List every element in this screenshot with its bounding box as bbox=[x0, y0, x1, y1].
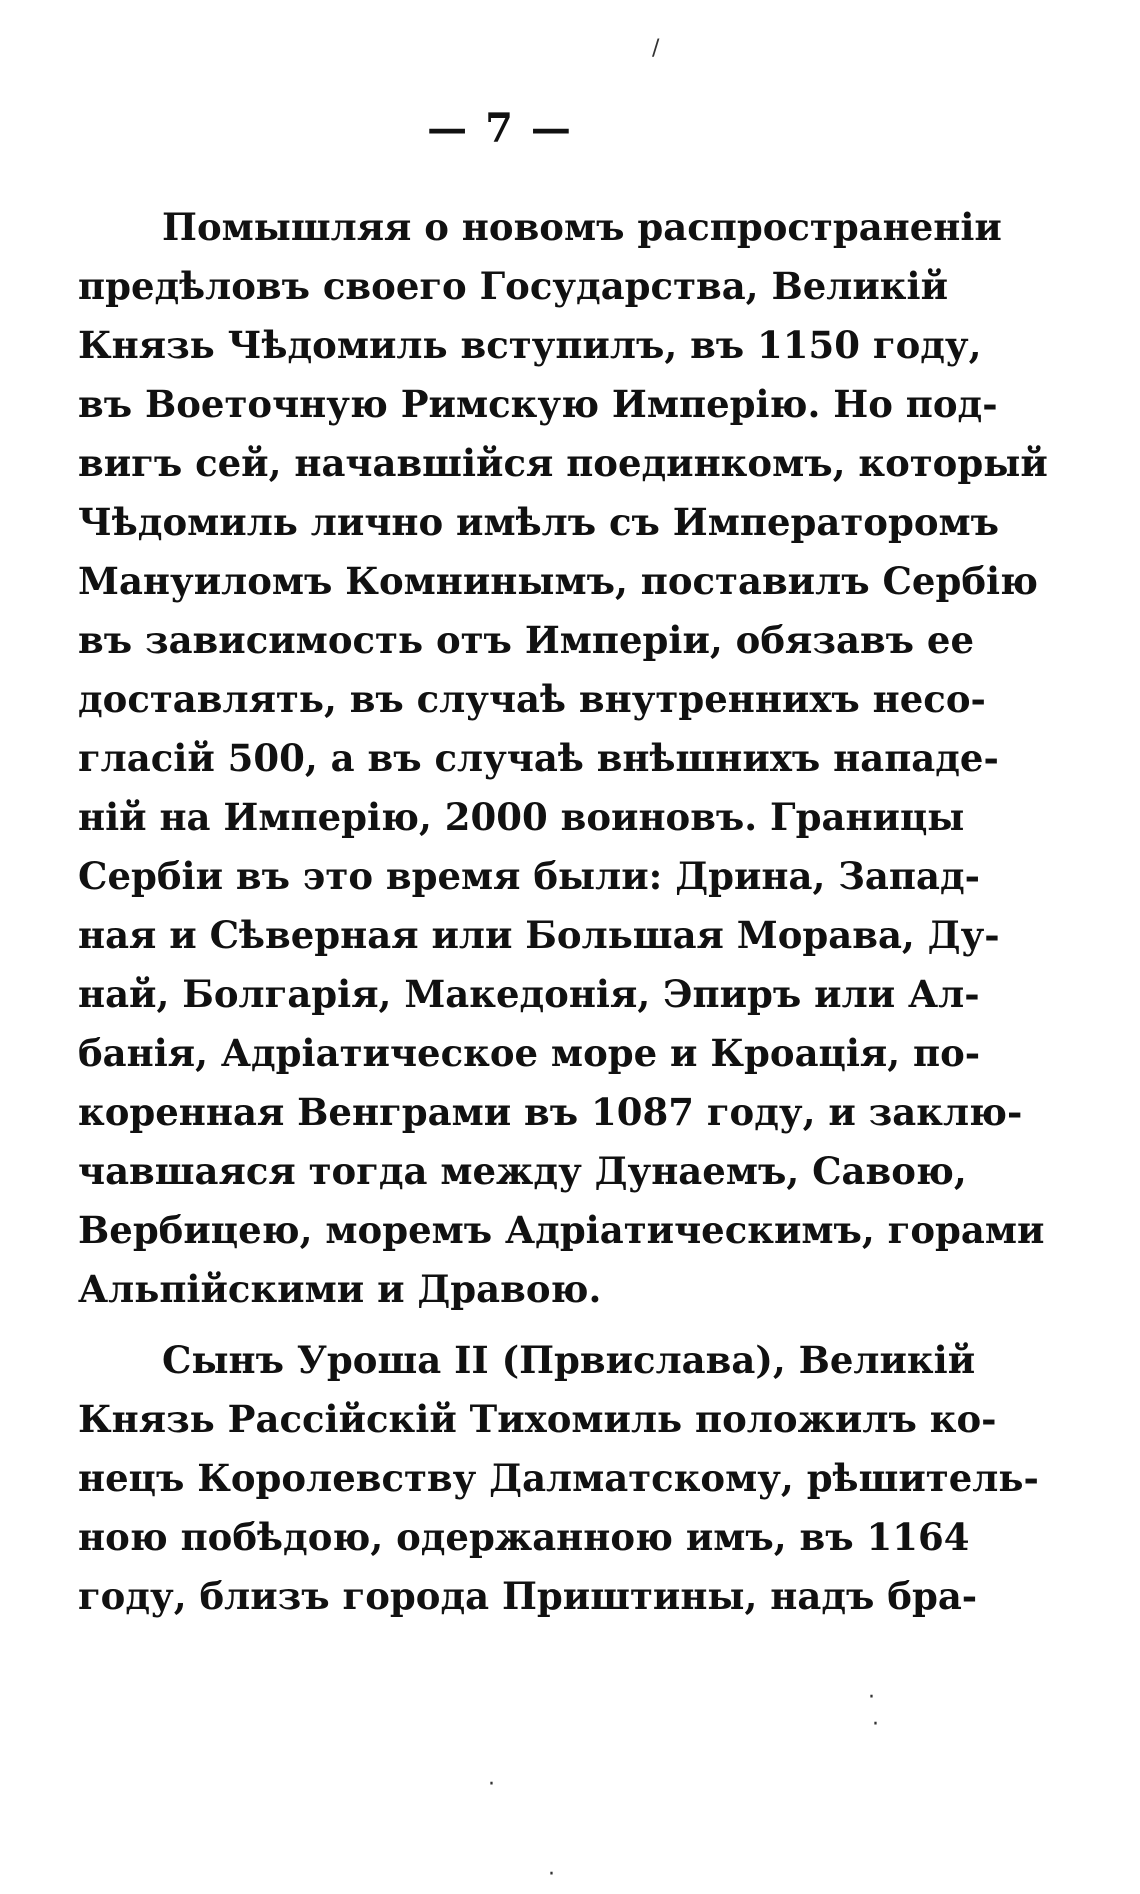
text-line: Помышляя о новомъ распространенiи bbox=[162, 205, 1002, 249]
text-line: Князь Рассiйскiй Тихомиль положилъ ко- bbox=[78, 1397, 997, 1441]
text-line: нiй на Имперiю, 2000 воиновъ. Границы bbox=[78, 795, 965, 839]
text-line: най, Болгарiя, Македонiя, Эпиръ или Ал- bbox=[78, 972, 980, 1016]
text-line: Сербiи въ это время были: Дрина, Запад- bbox=[78, 854, 980, 898]
text-line: Мануиломъ Комнинымъ, поставилъ Сербiю bbox=[78, 559, 1038, 603]
text-line: году, близъ города Приштины, надъ бра- bbox=[78, 1574, 978, 1618]
paragraph-1 bbox=[78, 198, 1048, 1319]
text-line: Чѣдомиль лично имѣлъ съ Императоромъ bbox=[78, 500, 1000, 544]
scan-speck: · bbox=[488, 1772, 495, 1797]
scan-speck: · bbox=[872, 1712, 879, 1737]
scan-speck: / bbox=[652, 36, 660, 61]
text-line: доставлять, въ случаѣ внутреннихъ несо- bbox=[78, 677, 986, 721]
text-line: коренная Венграми въ 1087 году, и заклю- bbox=[78, 1090, 1023, 1134]
text-line: ная и Сѣверная или Большая Морава, Ду- bbox=[78, 913, 1000, 957]
body-text bbox=[78, 198, 1048, 1626]
text-line: ною побѣдою, одержанною имъ, въ 1164 bbox=[78, 1515, 970, 1559]
text-line: предѣловъ своего Государства, Великiй bbox=[78, 264, 949, 308]
paragraph-2 bbox=[78, 1331, 1039, 1626]
page-number: — 7 — bbox=[427, 105, 573, 152]
text-line: гласiй 500, а въ случаѣ внѣшнихъ нападе- bbox=[78, 736, 999, 780]
text-line: нецъ Королевству Далматскому, рѣшитель- bbox=[78, 1456, 1039, 1500]
text-line: Альпiйскими и Дравою. bbox=[78, 1267, 602, 1311]
text-line: банiя, Адрiатическое море и Кроацiя, по- bbox=[78, 1031, 981, 1075]
text-line: Сынъ Уроша II (Првислава), Великiй bbox=[162, 1338, 976, 1382]
text-line: чавшаяся тогда между Дунаемъ, Савою, bbox=[78, 1149, 967, 1193]
text-line: въ зависимость отъ Имперiи, обязавъ ее bbox=[78, 618, 975, 662]
text-line: Вербицею, моремъ Адрiатическимъ, горами bbox=[78, 1208, 1045, 1252]
paragraph-gap bbox=[78, 1319, 916, 1331]
scan-speck: · bbox=[548, 1862, 555, 1887]
text-line: вигъ сей, начавшiйся поединкомъ, который bbox=[78, 441, 1048, 485]
text-line: Князь Чѣдомиль вступилъ, въ 1150 году, bbox=[78, 323, 982, 367]
scan-speck: · bbox=[868, 1685, 875, 1710]
text-line: въ Воеточную Римскую Имперiю. Но под- bbox=[78, 382, 998, 426]
